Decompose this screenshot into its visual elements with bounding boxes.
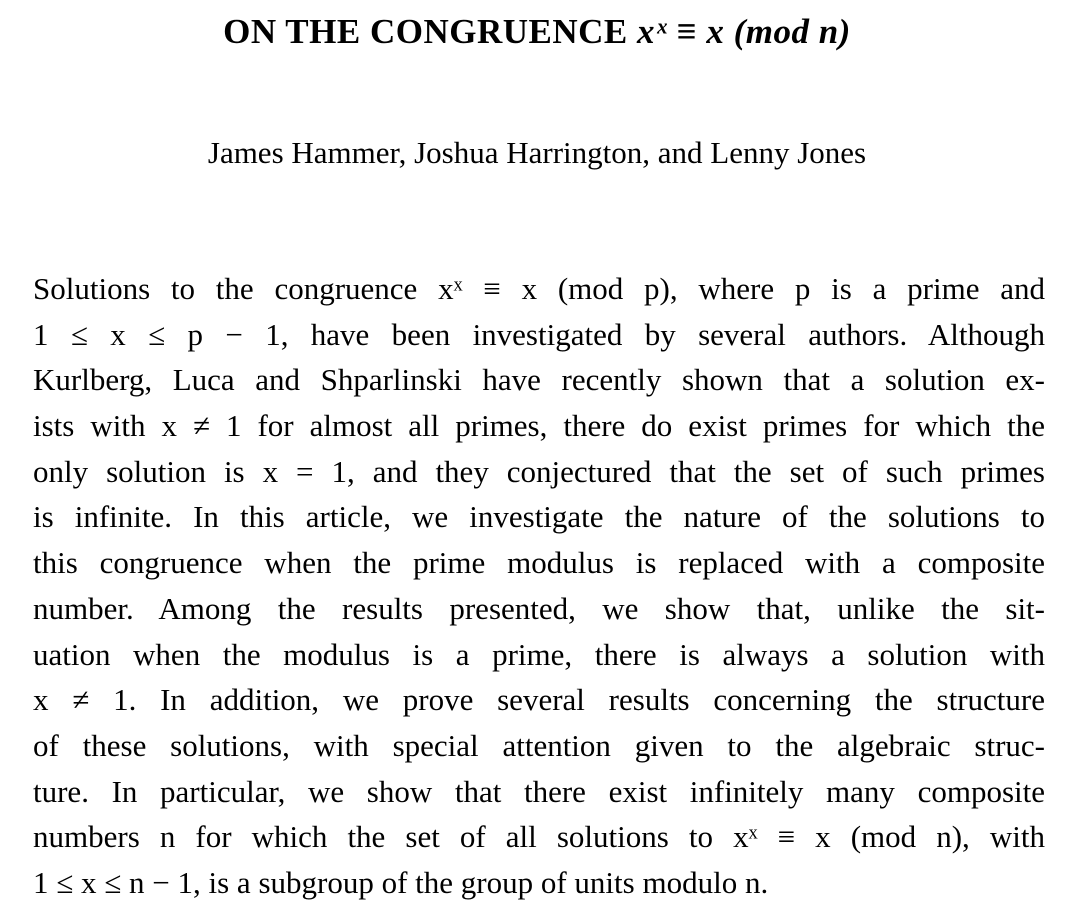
abstract-line: Solutions to the congruence xˣ ≡ x (mod p), where p is a prime and bbox=[33, 271, 1045, 306]
author-list: James Hammer, Joshua Harrington, and Lenny Jones bbox=[207, 135, 867, 170]
abstract-line: ists with x ≠ 1 for almost all primes, there do exist primes for which the bbox=[33, 408, 1045, 444]
title-congruence-expression: xˣ ≡ x (mod n) bbox=[636, 12, 851, 51]
abstract-line: numbers n for which the set of all solutions to xˣ ≡ x (mod n), with bbox=[33, 819, 1045, 855]
abstract-line: uation when the modulus is a prime, there is always a solution with bbox=[33, 636, 1045, 672]
abstract-line: 1 ≤ x ≤ p − 1, have been investigated by several authors. Although bbox=[33, 316, 1045, 352]
abstract-line: Kurlberg, Luca and Shparlinski have recently shown that a solution ex- bbox=[33, 362, 1045, 398]
paper-title bbox=[0, 10, 1074, 54]
abstract-line: of these solutions, with special attention given to the algebraic struc- bbox=[33, 727, 1045, 763]
abstract-paragraph bbox=[33, 266, 1045, 906]
abstract-line: is infinite. In this article, we investigate the nature of the solutions to bbox=[33, 499, 1045, 535]
abstract-line: ture. In particular, we show that there exist infinitely many composite bbox=[33, 773, 1045, 809]
abstract-line: 1 ≤ x ≤ n − 1, is a subgroup of the group of units modulo n. bbox=[33, 864, 769, 900]
abstract-line: only solution is x = 1, and they conjectured that the set of such primes bbox=[33, 453, 1045, 489]
abstract-line: x ≠ 1. In addition, we prove several results concerning the structure bbox=[33, 682, 1045, 718]
title-lead: ON THE CONGRUENCE bbox=[223, 12, 637, 51]
abstract-line: this congruence when the prime modulus is replaced with a composite bbox=[33, 545, 1045, 581]
abstract-line: number. Among the results presented, we show that, unlike the sit- bbox=[33, 590, 1045, 626]
